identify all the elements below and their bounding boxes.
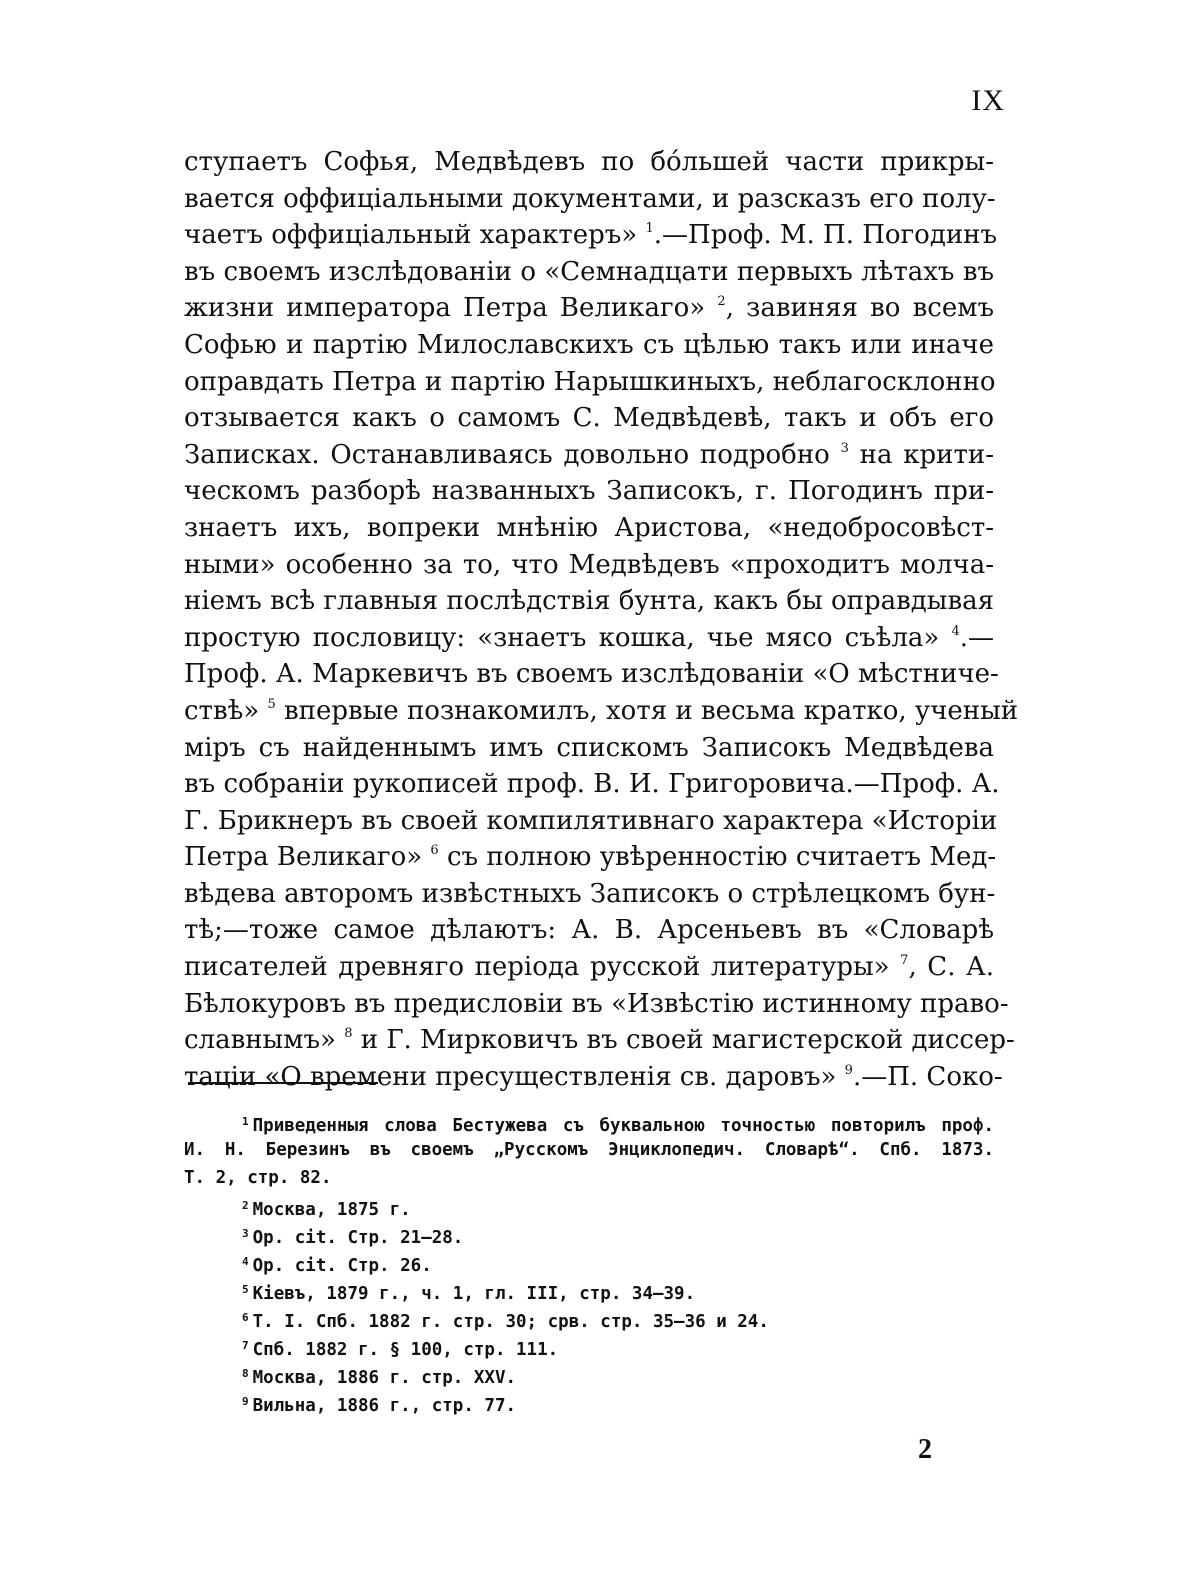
footnote-marker-6: 6 (242, 1311, 249, 1324)
footnote-ref-2: 2 (717, 294, 726, 310)
footnote-8 (184, 1360, 994, 1388)
text-line-16-start: ствѣ» (184, 695, 260, 726)
footnote-8-text: Москва, 1886 г. стр. XXV. (252, 1368, 517, 1388)
footnote-marker-7: 7 (242, 1339, 249, 1352)
text-line-16-end: впервые познакомилъ, хотя и весьма кратко, ученый (275, 695, 1019, 726)
text-line-14 (184, 620, 994, 657)
footnote-2-text: Москва, 1875 г. (252, 1200, 411, 1220)
text-line-25-end: и Г. Мирковичъ въ своей магистерской диссер- (352, 1025, 1015, 1056)
footnote-marker-3: 3 (242, 1227, 249, 1240)
text-line-7: оправдать Петра и партію Нарышкиныхъ, неблагосклонно (184, 366, 996, 397)
page-header (0, 84, 1191, 124)
text-line-20 (184, 839, 997, 876)
footnote-marker-1: 1 (242, 1115, 249, 1128)
text-line-26 (184, 1059, 1003, 1096)
text-line-5-start: жизни императора Петра Великаго» (184, 293, 706, 324)
text-line-24: Бѣлокуровъ въ предисловіи въ «Извѣстію истинному право- (184, 988, 1009, 1019)
text-line-15: Проф. А. Маркевичъ въ своемъ изслѣдованіи «О мѣстниче- (184, 659, 999, 690)
text-line-8: отзывается какъ о самомъ С. Медвѣдевѣ, такъ и объ его (184, 403, 994, 434)
footnote-5-text: Кіевъ, 1879 г., ч. 1, гл. III, стр. 34—39. (252, 1284, 696, 1304)
footnote-1-line-2: И. Н. Березинъ въ своемъ „Русскомъ Энциклопедич. Словарѣ“. Спб. 1873. (184, 1140, 994, 1160)
text-line-6: Софью и партію Милославскихъ съ цѣлью такъ или иначе (184, 329, 994, 360)
text-line-9-end: на крити- (848, 439, 994, 470)
page-number-bottom: 2 (918, 1434, 932, 1465)
footnote-ref-9: 9 (844, 1062, 853, 1078)
footnote-3-text: Op. cit. Стр. 21—28. (252, 1228, 464, 1248)
footnote-1-line-3: Т. 2, стр. 82. (184, 1168, 332, 1188)
footnote-ref-5: 5 (267, 696, 276, 712)
text-line-23-end: , С. А. (908, 952, 994, 983)
text-line-3-start: чаетъ оффиціальный характеръ» (184, 220, 638, 251)
footnote-7 (184, 1332, 994, 1360)
footnote-6 (184, 1304, 994, 1332)
footnote-1-text-1: Приведенныя слова Бестужева съ буквальною точностью повторилъ проф. (252, 1116, 994, 1136)
footnote-1-line-1 (184, 1108, 994, 1136)
body-text (184, 144, 1019, 1095)
footnote-marker-5: 5 (242, 1283, 249, 1296)
footnote-ref-3: 3 (840, 440, 849, 456)
text-line-19: Г. Брикнеръ въ своей компилятивнаго характера «Исторіи (184, 805, 998, 836)
footnote-9 (184, 1388, 994, 1416)
text-line-23 (184, 949, 994, 986)
footnotes (184, 1108, 994, 1416)
text-line-9 (184, 437, 994, 474)
text-line-10: ческомъ разборѣ названныхъ Записокъ, г. Погодинъ при- (184, 476, 994, 507)
text-line-25 (184, 1022, 1015, 1059)
footnote-7-text: Спб. 1882 г. § 100, стр. 111. (252, 1340, 559, 1360)
footnote-2 (184, 1192, 994, 1220)
footnote-ref-7: 7 (900, 953, 909, 969)
text-line-9-start: Записках. Останавливаясь довольно подробно (184, 439, 830, 470)
text-line-18: въ собраніи рукописей проф. В. И. Григоровича.—Проф. А. (184, 769, 1000, 800)
text-line-20-start: Петра Великаго» (184, 842, 423, 873)
text-line-14-end: .— (959, 622, 995, 653)
text-line-26-end: .—П. Соко- (852, 1061, 1003, 1092)
text-line-23-start: писателей древняго періода русской литературы» (184, 952, 890, 983)
text-line-5 (184, 290, 994, 327)
text-line-11: знаетъ ихъ, вопреки мнѣнію Аристова, «недобросовѣст- (184, 512, 994, 543)
text-line-12: ными» особенно за то, что Медвѣдевъ «проходитъ молча- (184, 549, 994, 580)
footnote-marker-2: 2 (242, 1199, 249, 1212)
text-line-21: вѣдева авторомъ извѣстныхъ Записокъ о стрѣлецкомъ бун- (184, 878, 996, 909)
text-line-4: въ своемъ изслѣдованіи о «Семнадцати первыхъ лѣтахъ въ (184, 256, 994, 287)
footnote-6-text: Т. I. Спб. 1882 г. стр. 30; срв. стр. 35—36 и 24. (252, 1312, 769, 1332)
page-number-roman: IX (971, 84, 1005, 117)
text-line-17: міръ съ найденнымъ имъ спискомъ Записокъ Медвѣдева (184, 732, 994, 763)
footnote-5 (184, 1276, 994, 1304)
text-line-14-start: простую пословицу: «знаетъ кошка, чье мясо съѣла» (184, 622, 940, 653)
footnote-4-text: Op. cit. Стр. 26. (252, 1256, 432, 1276)
footnote-ref-1: 1 (645, 221, 654, 237)
text-line-16 (184, 693, 1019, 730)
footnote-ref-8: 8 (344, 1026, 353, 1042)
text-line-5-end: , завиняя во всемъ (725, 293, 995, 324)
text-line-25-start: славнымъ» (184, 1025, 336, 1056)
footnote-marker-4: 4 (242, 1255, 249, 1268)
text-line-1: ступаетъ Софья, Медвѣдевъ по бóльшей части прикры- (184, 147, 994, 177)
text-line-22: тѣ;—тоже самое дѣлаютъ: А. В. Арсеньевъ въ «Словарѣ (184, 915, 994, 946)
text-line-3-end: .—Проф. М. П. Погодинъ (653, 220, 998, 251)
text-line-2: вается оффиціальными документами, и разсказъ его полу- (184, 183, 996, 214)
footnote-ref-6: 6 (430, 843, 439, 859)
text-line-13: ніемъ всѣ главныя послѣдствія бунта, какъ бы оправдывая (184, 586, 994, 617)
text-line-20-end: съ полною увѣренностію считаетъ Мед- (438, 842, 997, 873)
footnote-4 (184, 1248, 994, 1276)
footnote-9-text: Вильна, 1886 г., стр. 77. (252, 1396, 517, 1416)
text-line-26-start: таціи «О времени пресуществленія св. даровъ» (184, 1061, 837, 1092)
footnote-marker-8: 8 (242, 1367, 249, 1380)
footnote-3 (184, 1220, 994, 1248)
footnote-marker-9: 9 (242, 1395, 249, 1408)
footnote-ref-4: 4 (951, 623, 960, 639)
text-line-3 (184, 217, 998, 254)
footnote-divider (188, 1082, 378, 1084)
